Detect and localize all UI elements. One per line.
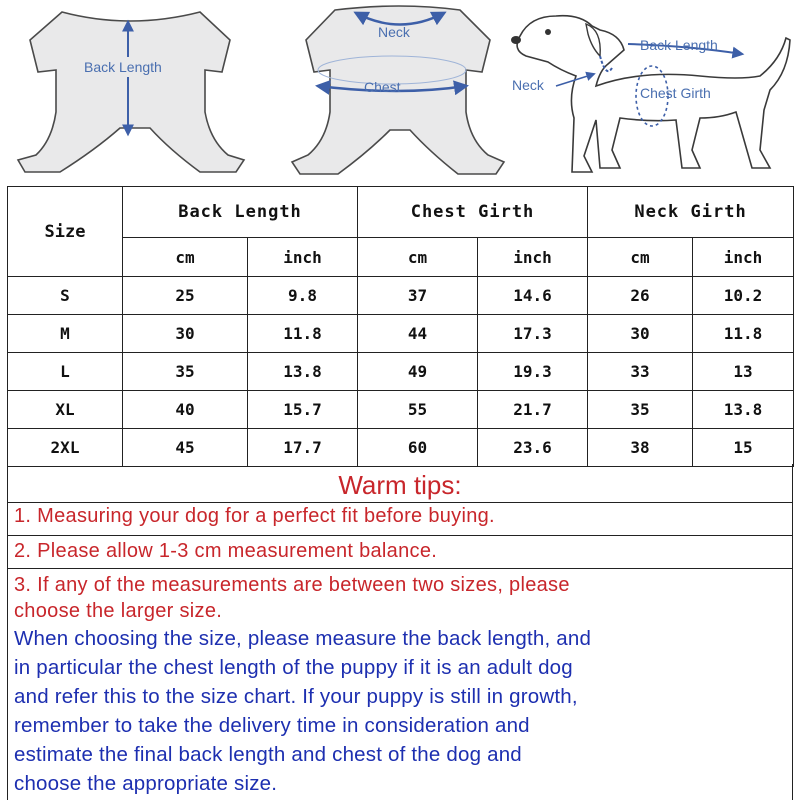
table-group-header-row xyxy=(8,187,794,238)
table-row xyxy=(8,277,794,315)
unit-header: cm xyxy=(588,238,693,277)
value-cell: 15 xyxy=(693,429,794,467)
value-cell: 25 xyxy=(123,277,248,315)
value-cell: 11.8 xyxy=(693,315,794,353)
value-cell: 40 xyxy=(123,391,248,429)
table-row xyxy=(8,315,794,353)
value-cell: 49 xyxy=(358,353,478,391)
unit-header: inch xyxy=(478,238,588,277)
size-cell: XL xyxy=(8,391,123,429)
tip-1: 1. Measuring your dog for a perfect fit before buying. xyxy=(14,505,495,527)
size-cell: S xyxy=(8,277,123,315)
table-row xyxy=(8,353,794,391)
value-cell: 14.6 xyxy=(478,277,588,315)
value-cell: 33 xyxy=(588,353,693,391)
dog-chest-girth-label: Chest Girth xyxy=(640,85,711,101)
dog-illustration xyxy=(511,16,790,172)
value-cell: 21.7 xyxy=(478,391,588,429)
value-cell: 23.6 xyxy=(478,429,588,467)
value-cell: 13 xyxy=(693,353,794,391)
value-cell: 30 xyxy=(123,315,248,353)
note-line: estimate the final back length and chest of the dog and xyxy=(14,743,522,766)
table-row xyxy=(8,391,794,429)
divider xyxy=(8,535,792,536)
value-cell: 60 xyxy=(358,429,478,467)
chest-label: Chest xyxy=(364,79,401,95)
value-cell: 45 xyxy=(123,429,248,467)
back-length-label: Back Length xyxy=(84,59,162,75)
value-cell: 35 xyxy=(123,353,248,391)
neck-girth-header: Neck Girth xyxy=(588,187,794,238)
size-cell: 2XL xyxy=(8,429,123,467)
dog-back-length-label: Back Length xyxy=(640,37,718,53)
value-cell: 9.8 xyxy=(248,277,358,315)
value-cell: 10.2 xyxy=(693,277,794,315)
size-column-header: Size xyxy=(8,187,123,277)
dog-neck-label: Neck xyxy=(512,77,544,93)
value-cell: 19.3 xyxy=(478,353,588,391)
tip-3-line-1: 3. If any of the measurements are between two sizes, please xyxy=(14,574,570,596)
unit-header: cm xyxy=(123,238,248,277)
value-cell: 35 xyxy=(588,391,693,429)
note-line: remember to take the delivery time in consideration and xyxy=(14,714,530,737)
size-chart-table xyxy=(7,186,794,467)
value-cell: 17.3 xyxy=(478,315,588,353)
value-cell: 55 xyxy=(358,391,478,429)
value-cell: 17.7 xyxy=(248,429,358,467)
unit-header: inch xyxy=(248,238,358,277)
value-cell: 38 xyxy=(588,429,693,467)
divider xyxy=(8,502,792,503)
garment-back-view xyxy=(18,12,244,172)
value-cell: 11.8 xyxy=(248,315,358,353)
value-cell: 30 xyxy=(588,315,693,353)
sizing-note xyxy=(14,624,794,798)
value-cell: 26 xyxy=(588,277,693,315)
unit-header: cm xyxy=(358,238,478,277)
divider xyxy=(8,568,792,569)
note-line: choose the appropriate size. xyxy=(14,772,278,795)
note-line: and refer this to the size chart. If your puppy is still in growth, xyxy=(14,685,578,708)
back-length-header: Back Length xyxy=(123,187,358,238)
table-row xyxy=(8,429,794,467)
value-cell: 37 xyxy=(358,277,478,315)
garment-front-view xyxy=(292,6,504,174)
tip-3-line-2: choose the larger size. xyxy=(14,600,223,622)
unit-header: inch xyxy=(693,238,794,277)
note-line: When choosing the size, please measure the back length, and xyxy=(14,627,592,650)
chest-girth-header: Chest Girth xyxy=(358,187,588,238)
diagram-svg xyxy=(0,0,800,186)
size-cell: M xyxy=(8,315,123,353)
tip-2: 2. Please allow 1-3 cm measurement balance. xyxy=(14,540,438,562)
value-cell: 44 xyxy=(358,315,478,353)
value-cell: 13.8 xyxy=(693,391,794,429)
neck-label: Neck xyxy=(378,24,410,40)
value-cell: 15.7 xyxy=(248,391,358,429)
warm-tips-title: Warm tips: xyxy=(338,470,462,500)
note-line: in particular the chest length of the puppy if it is an adult dog xyxy=(14,656,573,679)
value-cell: 13.8 xyxy=(248,353,358,391)
measurement-diagrams xyxy=(0,0,800,186)
size-cell: L xyxy=(8,353,123,391)
warm-tips-panel xyxy=(7,464,793,800)
table-unit-header-row xyxy=(8,238,794,277)
